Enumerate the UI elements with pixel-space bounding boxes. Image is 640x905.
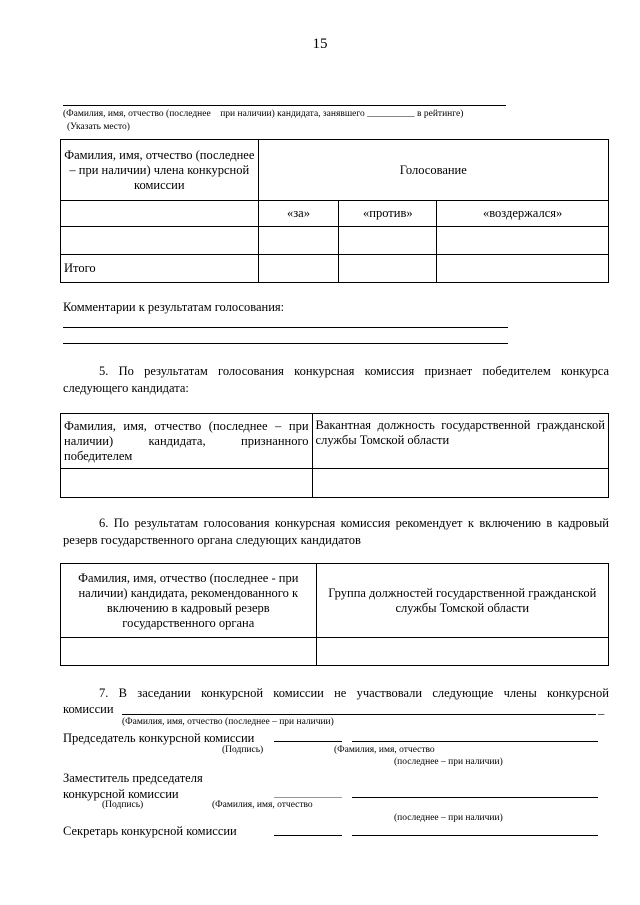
signature-caption: (Подпись) xyxy=(222,745,264,755)
trailing-underscore: _ xyxy=(598,702,605,716)
secretary-label: Секретарь конкурсной комиссии xyxy=(63,824,237,838)
absent-members-line xyxy=(122,714,596,715)
place-hint: (Указать место) xyxy=(67,122,130,132)
voting-table xyxy=(60,139,609,283)
comments-label: Комментарии к результатам голосования: xyxy=(63,300,285,314)
reserve-name-header: Фамилия, имя, отчество (последнее - при наличии) кандидата, рекомендованного к включению в кадровый резерв государственного органа xyxy=(61,564,317,638)
vacancy-header: Вакантная должность государственной гражданской службы Томской области xyxy=(312,414,608,469)
fio-caption: (Фамилия, имя, отчество xyxy=(212,800,313,810)
table-cell xyxy=(339,255,437,283)
table-cell xyxy=(61,227,259,255)
table-cell xyxy=(258,227,339,255)
section6-text: 6. По результатам голосования конкурсная комиссия рекомендует к включению в кадровый резерв государственного органа следующих кандидатов xyxy=(63,516,609,547)
chairman-name-line xyxy=(352,741,598,742)
vote-against-header: «против» xyxy=(339,201,437,227)
table-cell xyxy=(437,255,609,283)
member-name-header: Фамилия, имя, отчество (последнее – при наличии) члена конкурсной комиссии xyxy=(61,140,259,201)
comment-line xyxy=(63,327,508,328)
vote-for-header: «за» xyxy=(258,201,339,227)
position-group-header: Группа должностей государственной гражданской службы Томской области xyxy=(316,564,608,638)
candidate-name-line xyxy=(63,105,506,106)
fio-caption-cont: (последнее – при наличии) xyxy=(394,757,503,767)
secretary-signature-line xyxy=(274,835,342,836)
table-cell xyxy=(258,255,339,283)
reserve-table xyxy=(60,563,609,666)
voting-header: Голосование xyxy=(258,140,608,201)
fio-caption-cont: (последнее – при наличии) xyxy=(394,813,503,823)
winner-table xyxy=(60,413,609,498)
candidate-caption: (Фамилия, имя, отчество (последнее при наличии) кандидата, занявшего __________ в рейтинге) xyxy=(63,109,464,119)
deputy-label: Заместитель председателя xyxy=(63,771,203,785)
secretary-name-line xyxy=(352,835,598,836)
vote-abstain-header: «воздержался» xyxy=(437,201,609,227)
page-number: 15 xyxy=(312,36,328,52)
comment-line xyxy=(63,343,508,344)
section7-text: 7. В заседании конкурсной комиссии не участвовали следующие члены конкурсной xyxy=(99,686,609,700)
table-cell xyxy=(339,227,437,255)
winner-name-header: Фамилия, имя, отчество (последнее – при наличии) кандидата, признанного победителем xyxy=(61,414,313,469)
signature-caption: (Подпись) xyxy=(102,800,144,810)
empty-cell xyxy=(61,201,259,227)
section7-text-cont: комиссии xyxy=(63,702,114,716)
chairman-signature-line xyxy=(274,741,342,742)
table-cell xyxy=(61,469,313,498)
table-cell xyxy=(316,638,608,666)
absent-members-caption: (Фамилия, имя, отчество (последнее – при наличии) xyxy=(122,717,334,727)
deputy-name-line xyxy=(352,797,598,798)
chairman-label: Председатель конкурсной комиссии xyxy=(63,731,255,745)
table-cell xyxy=(437,227,609,255)
total-label: Итого xyxy=(61,255,259,283)
table-cell xyxy=(312,469,608,498)
deputy-label-cont: конкурсной комиссии xyxy=(63,787,179,801)
fio-caption: (Фамилия, имя, отчество xyxy=(334,745,435,755)
table-cell xyxy=(61,638,317,666)
deputy-signature-line xyxy=(274,797,342,798)
section5-text: 5. По результатам голосования конкурсная комиссия признает победителем конкурса следующего кандидата: xyxy=(63,364,609,395)
